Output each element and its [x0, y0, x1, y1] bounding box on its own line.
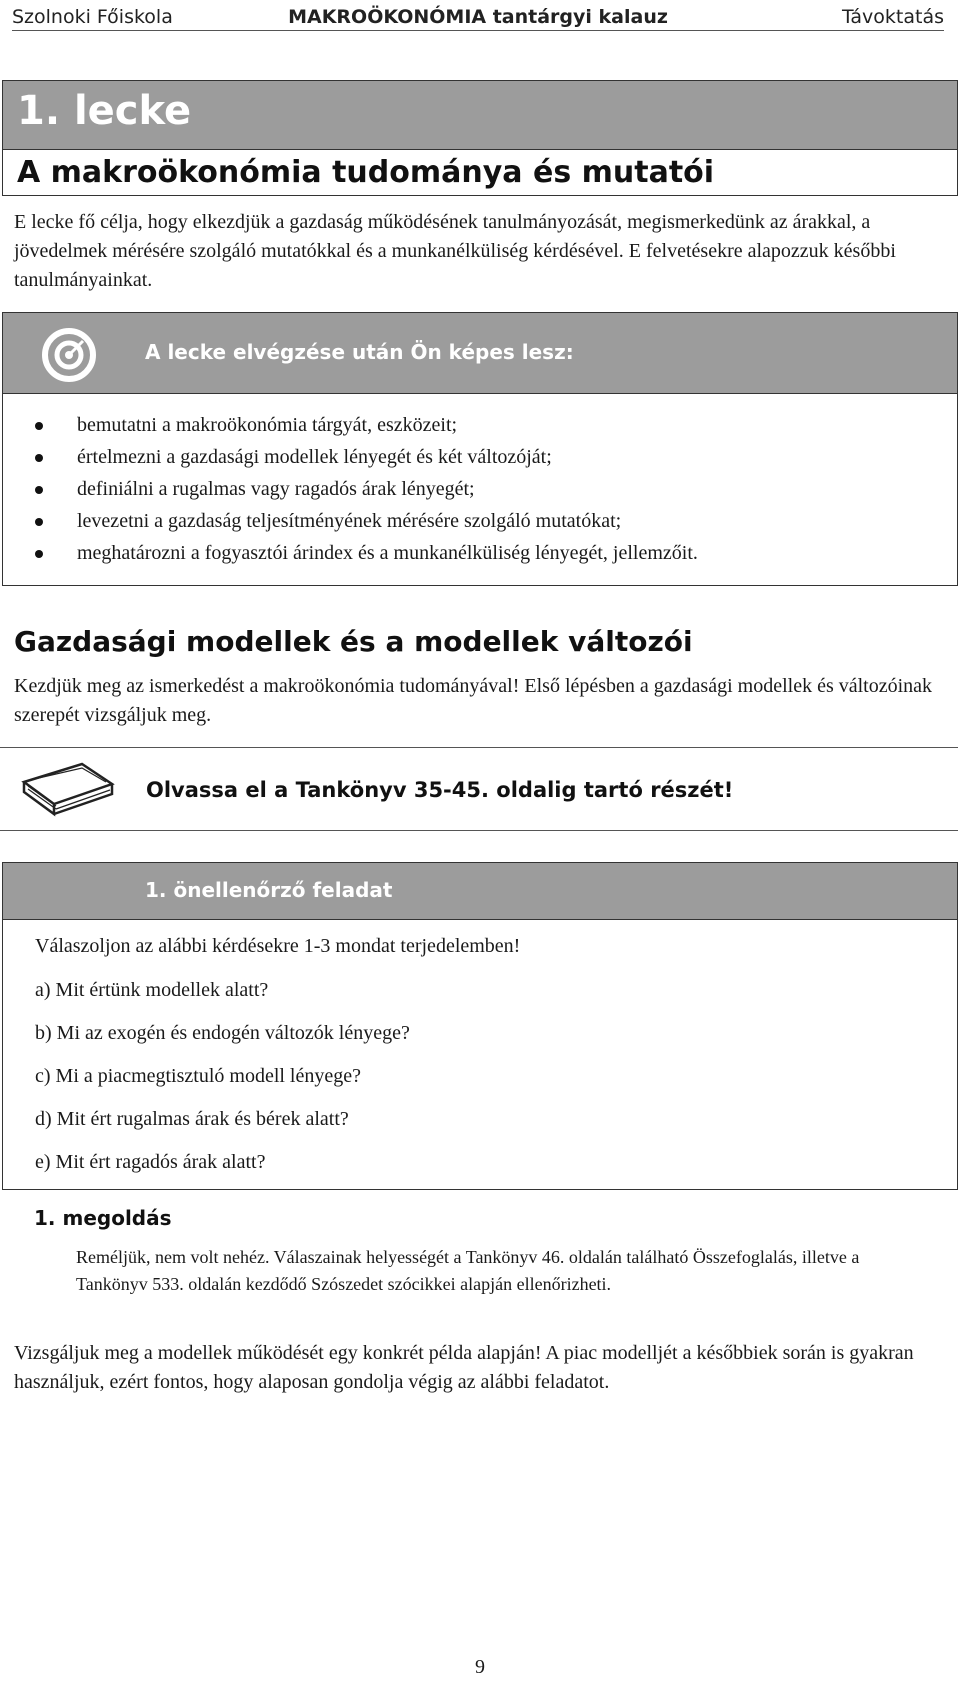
header-course-title: MAKROÖKONÓMIA tantárgyi kalauz — [288, 6, 668, 28]
page-header — [12, 4, 944, 31]
solution-heading: 1. megoldás — [34, 1206, 172, 1230]
list-item: bemutatni a makroökonómia tárgyát, eszközeit; — [3, 409, 957, 441]
reading-instruction: Olvassa el a Tankönyv 35-45. oldalig tartó részét! — [146, 778, 734, 802]
target-icon — [41, 327, 97, 383]
lesson-number: 1. lecke — [17, 88, 192, 134]
list-item: meghatározni a fogyasztói árindex és a munkanélküliség lényegét, jellemzőit. — [3, 537, 957, 569]
lesson-title-band — [3, 149, 957, 196]
lesson-title: A makroökonómia tudománya és mutatói — [17, 155, 715, 190]
closing-paragraph: Vizsgáljuk meg a modellek működését egy konkrét példa alapján! A piac modelljét a későbbiek során is gyakran használjuk, ezért fontos, hogy alaposan gondolja végig az alábbi feladatot. — [14, 1342, 914, 1393]
list-item: b) Mi az exogén és endogén változók lényege? — [35, 1022, 410, 1044]
header-mode: Távoktatás — [841, 6, 944, 28]
self-check-task-header — [3, 863, 957, 920]
learning-goals-title: A lecke elvégzése után Ön képes lesz: — [145, 340, 574, 364]
task-question-list — [35, 975, 410, 1190]
divider — [0, 747, 958, 748]
divider — [0, 830, 958, 831]
list-item: a) Mit értünk modellek alatt? — [35, 979, 269, 1001]
learning-goals-list — [3, 409, 957, 569]
task-title: 1. önellenőrző feladat — [145, 878, 393, 902]
learning-goals-header — [3, 313, 957, 394]
section-heading: Gazdasági modellek és a modellek változói — [14, 625, 693, 658]
section-intro: Kezdjük meg az ismerkedést a makroökonómia tudományával! Első lépésben a gazdasági modellek és változóinak szerepét vizsgáljuk meg. — [14, 675, 933, 726]
list-item: c) Mi a piacmegtisztuló modell lényege? — [35, 1065, 361, 1087]
learning-goals-box — [2, 312, 958, 586]
solution-text: Reméljük, nem volt nehéz. Válaszainak helyességét a Tankönyv 46. oldalán található Összefoglalás, illetve a Tankönyv 533. oldalán kezdődő Szószedet szócikkei alapján ellenőrizheti. — [76, 1247, 860, 1294]
list-item: d) Mit ért rugalmas árak és bérek alatt? — [35, 1108, 349, 1130]
list-item: levezetni a gazdaság teljesítményének mérésére szolgáló mutatókat; — [3, 505, 957, 537]
list-item: e) Mit ért ragadós árak alatt? — [35, 1151, 266, 1173]
self-check-task-box — [2, 862, 958, 1190]
lesson-number-band — [3, 81, 957, 149]
list-item: értelmezni a gazdasági modellek lényegét és két változóját; — [3, 441, 957, 473]
task-prompt: Válaszoljon az alábbi kérdésekre 1-3 mondat terjedelemben! — [35, 935, 521, 957]
header-institution: Szolnoki Főiskola — [12, 6, 173, 28]
page-number: 9 — [475, 1656, 485, 1678]
book-icon — [20, 758, 116, 818]
list-item: definiálni a rugalmas vagy ragadós árak lényegét; — [3, 473, 957, 505]
lesson-title-box — [2, 80, 958, 196]
lesson-intro: E lecke fő célja, hogy elkezdjük a gazdaság működésének tanulmányozását, megismerkedünk az árakkal, a jövedelmek mérésére szolgáló mutatókkal és a munkanélküliség kérdésével. E felvetésekre alapozzuk későbbi tanulmányainkat. — [14, 211, 896, 291]
